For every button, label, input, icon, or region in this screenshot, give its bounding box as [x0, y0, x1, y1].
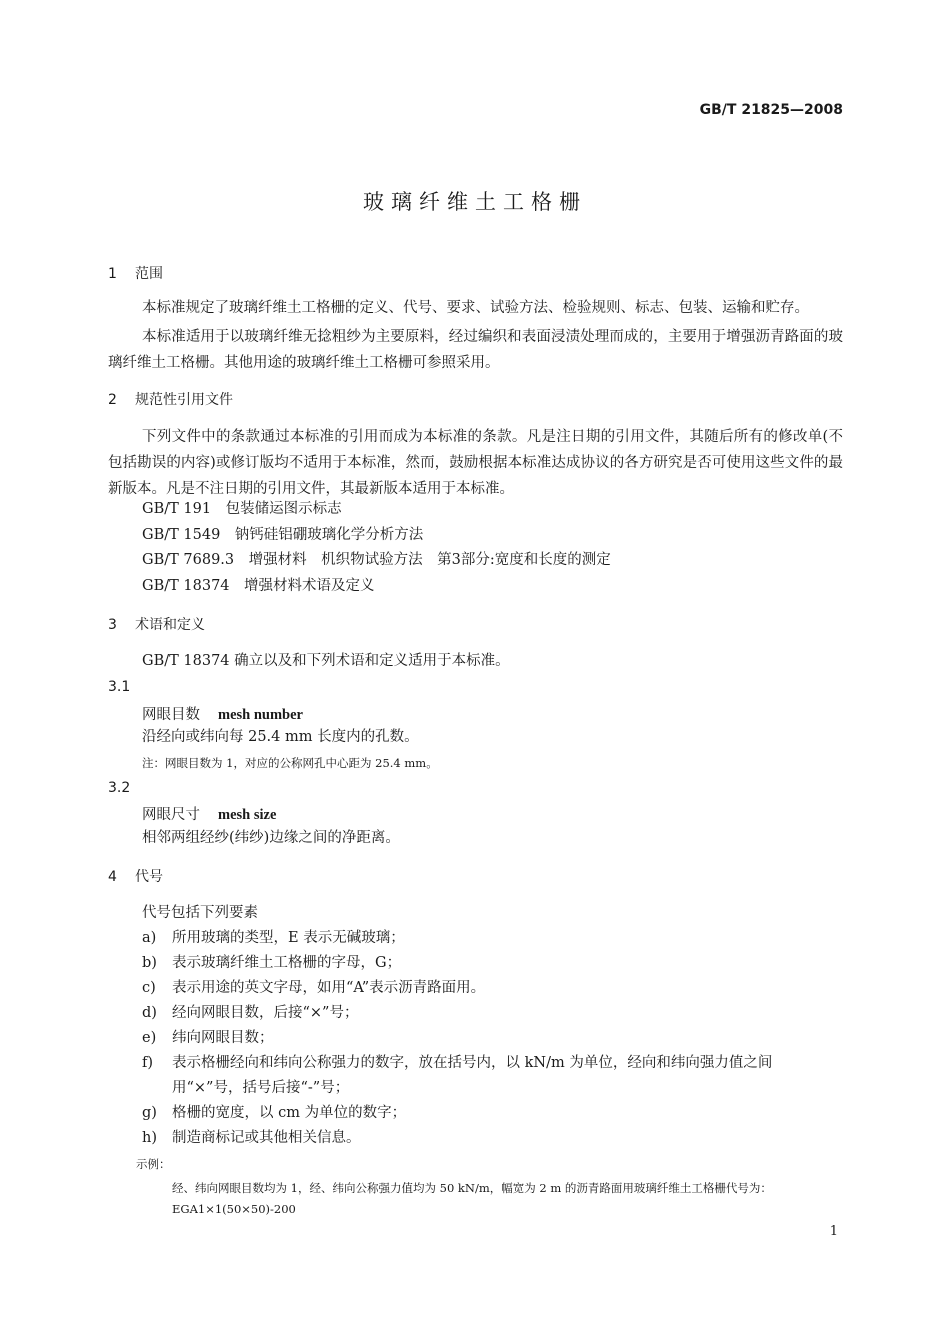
page-title: 玻璃纤维土工格栅 — [363, 190, 587, 214]
list-marker: g) — [142, 1105, 157, 1121]
reference-item: GB/T 191 包装储运图示标志 — [142, 501, 342, 517]
section-2-heading — [108, 389, 233, 409]
term-name-en: mesh size — [218, 807, 277, 823]
list-marker: c) — [142, 980, 156, 996]
term-name-cn: 网眼目数 — [142, 707, 200, 723]
section-title: 范围 — [135, 266, 163, 282]
list-item-continuation: 用“×”号，括号后接“-”号； — [172, 1080, 350, 1096]
reference-item: GB/T 7689.3 增强材料 机织物试验方法 第3部分:宽度和长度的测定 — [142, 552, 611, 568]
list-marker: a) — [142, 930, 157, 946]
section-title: 术语和定义 — [135, 617, 205, 633]
list-marker: d) — [142, 1005, 157, 1021]
reference-item: GB/T 1549 钠钙硅铝硼玻璃化学分析方法 — [142, 527, 424, 543]
list-item — [142, 1128, 361, 1148]
term-name-en: mesh number — [218, 707, 303, 723]
paragraph: 代号包括下列要素 — [142, 905, 258, 921]
section-title: 规范性引用文件 — [135, 392, 233, 408]
standard-code: GB/T 21825—2008 — [699, 102, 843, 118]
paragraph: 本标准适用于以玻璃纤维无捻粗纱为主要原料，经过编织和表面浸渍处理而成的，主要用于增强沥青路面的玻璃纤维土工格栅。其他用途的玻璃纤维土工格栅可参照采用。 — [108, 329, 843, 371]
list-marker: e) — [142, 1030, 157, 1046]
term-number: 3.2 — [108, 780, 131, 796]
list-text: 所用玻璃的类型，E 表示无碱玻璃； — [172, 930, 405, 946]
list-item — [142, 1003, 358, 1023]
example-label: 示例： — [136, 1157, 171, 1171]
list-text: 制造商标记或其他相关信息。 — [172, 1130, 361, 1146]
section-3-heading — [108, 614, 205, 634]
term-number: 3.1 — [108, 679, 131, 695]
list-item — [142, 1028, 274, 1048]
page-number: 1 — [829, 1224, 838, 1239]
section-number: 1 — [108, 266, 117, 282]
list-text: 表示用途的英文字母，如用“A”表示沥青路面用。 — [172, 980, 486, 996]
list-item — [142, 1053, 772, 1073]
term-name-cn: 网眼尺寸 — [142, 807, 200, 823]
term-heading — [142, 703, 303, 724]
section-1-heading — [108, 263, 163, 283]
term-heading — [142, 803, 276, 824]
example-text: 经、纬向网眼目数均为 1，经、纬向公称强力值均为 50 kN/m，幅宽为 2 m 的沥青路面用玻璃纤维土工格栅代号为： — [172, 1181, 772, 1195]
section-number: 4 — [108, 869, 117, 885]
list-item — [142, 978, 485, 998]
list-item — [142, 928, 405, 948]
term-definition: 相邻两组经纱(纬纱)边缘之间的净距离。 — [142, 830, 400, 846]
reference-item: GB/T 18374 增强材料术语及定义 — [142, 578, 375, 594]
list-item — [142, 1103, 406, 1123]
list-text: 经向网眼目数，后接“×”号； — [172, 1005, 359, 1021]
list-marker: f) — [142, 1055, 154, 1071]
paragraph: GB/T 18374 确立以及和下列术语和定义适用于本标准。 — [142, 653, 510, 669]
list-marker: h) — [142, 1130, 157, 1146]
section-4-heading — [108, 866, 163, 886]
note: 注：网眼目数为 1，对应的公称网孔中心距为 25.4 mm。 — [142, 756, 438, 770]
list-text: 表示格栅经向和纬向公称强力的数字，放在括号内，以 kN/m 为单位，经向和纬向强力值之间 — [172, 1055, 773, 1071]
section-title: 代号 — [135, 869, 163, 885]
list-text: 纬向网眼目数； — [172, 1030, 274, 1046]
list-marker: b) — [142, 955, 157, 971]
list-text: 表示玻璃纤维土工格栅的字母，G； — [172, 955, 402, 971]
section-number: 3 — [108, 617, 117, 633]
list-text: 格栅的宽度，以 cm 为单位的数字； — [172, 1105, 407, 1121]
example-code: EGA1×1(50×50)-200 — [172, 1202, 296, 1216]
section-number: 2 — [108, 392, 117, 408]
paragraph: 下列文件中的条款通过本标准的引用而成为本标准的条款。凡是注日期的引用文件，其随后所有的修改单(不包括勘误的内容)或修订版均不适用于本标准，然而，鼓励根据本标准达成协议的各方研究是否可使用这些文件的最新版本。凡是不注日期的引用文件，其最新版本适用于本标准。 — [108, 429, 843, 497]
term-definition: 沿经向或纬向每 25.4 mm 长度内的孔数。 — [142, 729, 419, 745]
list-item — [142, 953, 401, 973]
paragraph: 本标准规定了玻璃纤维土工格栅的定义、代号、要求、试验方法、检验规则、标志、包装、运输和贮存。 — [142, 300, 809, 316]
